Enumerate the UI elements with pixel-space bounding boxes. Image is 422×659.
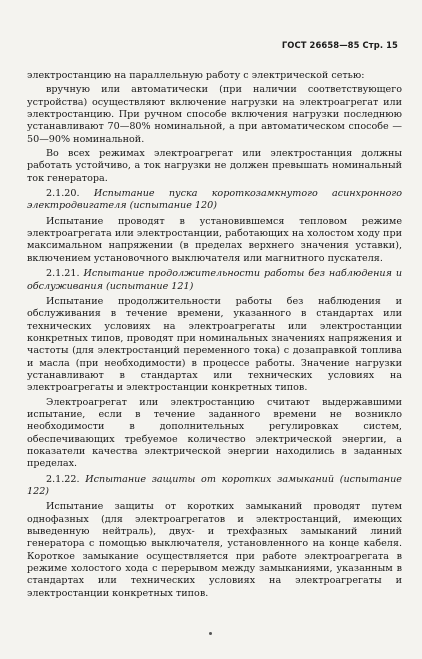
paragraph: вручную или автоматически (при наличии соответствующего устройства) осуществляют включение нагрузки на электроагрегат или электростанцию. При ручном способе включения нагрузки последнюю устанавливают 70—80% номинальной, а при автоматическом способе — 50—90% номинальной.	[27, 84, 402, 145]
paragraph: Электроагрегат или электростанцию считают выдержавшими испытание, если в течение заданного времени не возникло необходимости в дополнительных регулировках систем, обеспечивающих требуемое количество электрической энергии, а показатели качества электрической энергии находились в заданных пределах.	[27, 396, 402, 470]
paragraph: Испытание продолжительности работы без наблюдения и обслуживания в течение времени, указанного в стандартах или технических условиях на электроагрегаты или электростанции конкретных типов, проводят при номинальных значениях напряжения и частоты (для электростанций переменного тока) с дозаправкой топлива и масла (при необходимости) в процессе работы. Значение нагрузки устанавливают в стандартах или технических условиях на электроагрегаты и электростанции конкретных типов.	[27, 295, 402, 394]
section-number: 2.1.20.	[46, 188, 80, 200]
paragraph: электростанцию на параллельную работу с электрической сетью:	[27, 70, 365, 81]
paragraph: Испытание проводят в установившемся тепловом режиме электроагрегата или электростанции, работающих на холостом ходу при максимальном напряжении (в пределах верхнего значения уставки), включением установочного выключателя или магнитного пускателя.	[27, 215, 402, 264]
section-number: 2.1.22.	[46, 473, 80, 485]
section-heading-2-1-20	[27, 188, 402, 213]
section-title: Испытание продолжительности работы без наблюдения и обслуживания (испытание 121)	[27, 268, 402, 292]
section-heading-2-1-22	[27, 474, 402, 499]
page-header: ГОСТ 26658—85 Стр. 15	[281, 40, 398, 50]
section-number: 2.1.21.	[46, 268, 80, 280]
scan-speck	[209, 632, 212, 635]
paragraph: Во всех режимах электроагрегат или электростанция должны работать устойчиво, а ток нагрузки не должен превышать номинальный ток генератора.	[27, 148, 402, 184]
body-text	[27, 70, 402, 602]
paragraph: Испытание защиты от коротких замыканий проводят путем однофазных (для электроагрегатов и электростанций, имеющих выведенную нейтраль), двух- и трехфазных замыканий линий генератора с помощью выключателя, установленного на конце кабеля. Короткое замыкание осуществляется при работе электроагрегата в режиме холостого хода с перерывом между замыканиями, указанным в стандартах или технических условиях на электроагрегаты и электростанции конкретных типов.	[27, 501, 402, 599]
section-title: Испытание защиты от коротких замыканий (испытание 122)	[27, 473, 402, 497]
section-title: Испытание пуска короткозамкнутого асинхронного электродвигателя (испытание 120)	[27, 188, 402, 212]
section-heading-2-1-21	[27, 268, 402, 293]
